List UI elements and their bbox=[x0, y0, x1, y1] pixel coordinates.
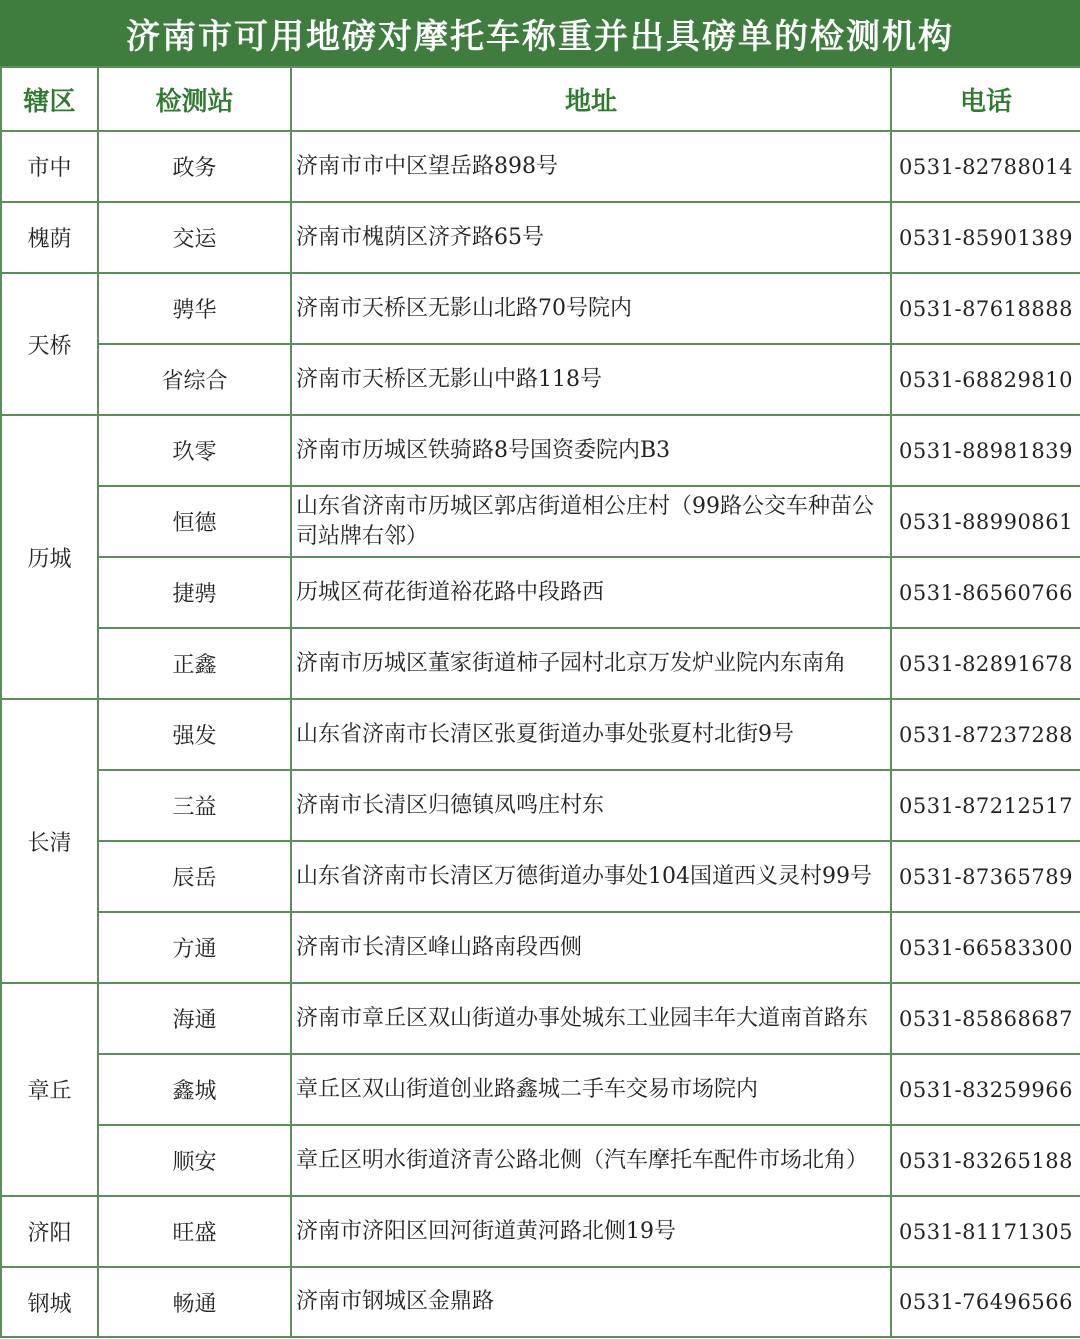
table-row bbox=[1, 699, 1080, 770]
phone-cell: 0531-82891678 bbox=[891, 628, 1080, 699]
phone-cell: 0531-87618888 bbox=[891, 273, 1080, 344]
phone-cell: 0531-88981839 bbox=[891, 415, 1080, 486]
table-row bbox=[1, 1196, 1080, 1267]
table-row bbox=[1, 273, 1080, 344]
address-cell: 济南市天桥区无影山北路70号院内 bbox=[291, 273, 891, 344]
station-cell: 鑫城 bbox=[98, 1054, 291, 1125]
address-cell: 山东省济南市长清区张夏街道办事处张夏村北街9号 bbox=[291, 699, 891, 770]
station-cell: 交运 bbox=[98, 202, 291, 273]
table-row bbox=[1, 1267, 1080, 1337]
phone-cell: 0531-85868687 bbox=[891, 983, 1080, 1054]
phone-cell: 0531-66583300 bbox=[891, 912, 1080, 983]
table-row bbox=[1, 628, 1080, 699]
address-cell: 济南市钢城区金鼎路 bbox=[291, 1267, 891, 1337]
district-cell: 市中 bbox=[1, 131, 98, 202]
address-cell: 济南市历城区铁骑路8号国资委院内B3 bbox=[291, 415, 891, 486]
station-cell: 强发 bbox=[98, 699, 291, 770]
station-cell: 畅通 bbox=[98, 1267, 291, 1337]
table-body bbox=[1, 131, 1080, 1337]
table-row bbox=[1, 557, 1080, 628]
phone-cell: 0531-87365789 bbox=[891, 841, 1080, 912]
table-row bbox=[1, 983, 1080, 1054]
table-row bbox=[1, 912, 1080, 983]
table-row bbox=[1, 131, 1080, 202]
address-cell: 章丘区明水街道济青公路北侧（汽车摩托车配件市场北角） bbox=[291, 1125, 891, 1196]
table-row bbox=[1, 202, 1080, 273]
district-cell: 槐荫 bbox=[1, 202, 98, 273]
header-phone: 电话 bbox=[891, 67, 1080, 131]
phone-cell: 0531-83259966 bbox=[891, 1054, 1080, 1125]
table-row bbox=[1, 841, 1080, 912]
district-cell: 济阳 bbox=[1, 1196, 98, 1267]
table-row bbox=[1, 1054, 1080, 1125]
address-cell: 济南市济阳区回河街道黄河路北侧19号 bbox=[291, 1196, 891, 1267]
header-station: 检测站 bbox=[98, 67, 291, 131]
phone-cell: 0531-88990861 bbox=[891, 486, 1080, 557]
phone-cell: 0531-76496566 bbox=[891, 1267, 1080, 1337]
phone-cell: 0531-86560766 bbox=[891, 557, 1080, 628]
phone-cell: 0531-82788014 bbox=[891, 131, 1080, 202]
district-cell: 历城 bbox=[1, 415, 98, 699]
address-cell: 山东省济南市历城区郭店街道相公庄村（99路公交车种苗公司站牌右邻） bbox=[291, 486, 891, 557]
station-cell: 顺安 bbox=[98, 1125, 291, 1196]
address-cell: 济南市长清区归德镇凤鸣庄村东 bbox=[291, 770, 891, 841]
phone-cell: 0531-87237288 bbox=[891, 699, 1080, 770]
table-row bbox=[1, 1125, 1080, 1196]
inspection-station-table bbox=[0, 66, 1080, 1338]
district-cell: 钢城 bbox=[1, 1267, 98, 1337]
table-row bbox=[1, 770, 1080, 841]
station-cell: 旺盛 bbox=[98, 1196, 291, 1267]
table-row bbox=[1, 486, 1080, 557]
station-cell: 捷骋 bbox=[98, 557, 291, 628]
phone-cell: 0531-85901389 bbox=[891, 202, 1080, 273]
address-cell: 济南市天桥区无影山中路118号 bbox=[291, 344, 891, 415]
district-cell: 天桥 bbox=[1, 273, 98, 415]
address-cell: 济南市章丘区双山街道办事处城东工业园丰年大道南首路东 bbox=[291, 983, 891, 1054]
station-cell: 三益 bbox=[98, 770, 291, 841]
address-cell: 山东省济南市长清区万德街道办事处104国道西义灵村99号 bbox=[291, 841, 891, 912]
station-cell: 正鑫 bbox=[98, 628, 291, 699]
phone-cell: 0531-87212517 bbox=[891, 770, 1080, 841]
station-cell: 政务 bbox=[98, 131, 291, 202]
station-cell: 方通 bbox=[98, 912, 291, 983]
table-row bbox=[1, 415, 1080, 486]
phone-cell: 0531-68829810 bbox=[891, 344, 1080, 415]
address-cell: 济南市市中区望岳路898号 bbox=[291, 131, 891, 202]
station-cell: 骋华 bbox=[98, 273, 291, 344]
address-cell: 济南市长清区峰山路南段西侧 bbox=[291, 912, 891, 983]
table-header-row bbox=[1, 67, 1080, 131]
table-row bbox=[1, 344, 1080, 415]
station-cell: 省综合 bbox=[98, 344, 291, 415]
header-address: 地址 bbox=[291, 67, 891, 131]
page-title: 济南市可用地磅对摩托车称重并出具磅单的检测机构 bbox=[0, 0, 1080, 66]
station-cell: 恒德 bbox=[98, 486, 291, 557]
header-district: 辖区 bbox=[1, 67, 98, 131]
district-cell: 长清 bbox=[1, 699, 98, 983]
address-cell: 章丘区双山街道创业路鑫城二手车交易市场院内 bbox=[291, 1054, 891, 1125]
phone-cell: 0531-81171305 bbox=[891, 1196, 1080, 1267]
address-cell: 济南市槐荫区济齐路65号 bbox=[291, 202, 891, 273]
address-cell: 济南市历城区董家街道柿子园村北京万发炉业院内东南角 bbox=[291, 628, 891, 699]
station-cell: 辰岳 bbox=[98, 841, 291, 912]
address-cell: 历城区荷花街道裕花路中段路西 bbox=[291, 557, 891, 628]
phone-cell: 0531-83265188 bbox=[891, 1125, 1080, 1196]
station-cell: 海通 bbox=[98, 983, 291, 1054]
station-cell: 玖零 bbox=[98, 415, 291, 486]
district-cell: 章丘 bbox=[1, 983, 98, 1196]
